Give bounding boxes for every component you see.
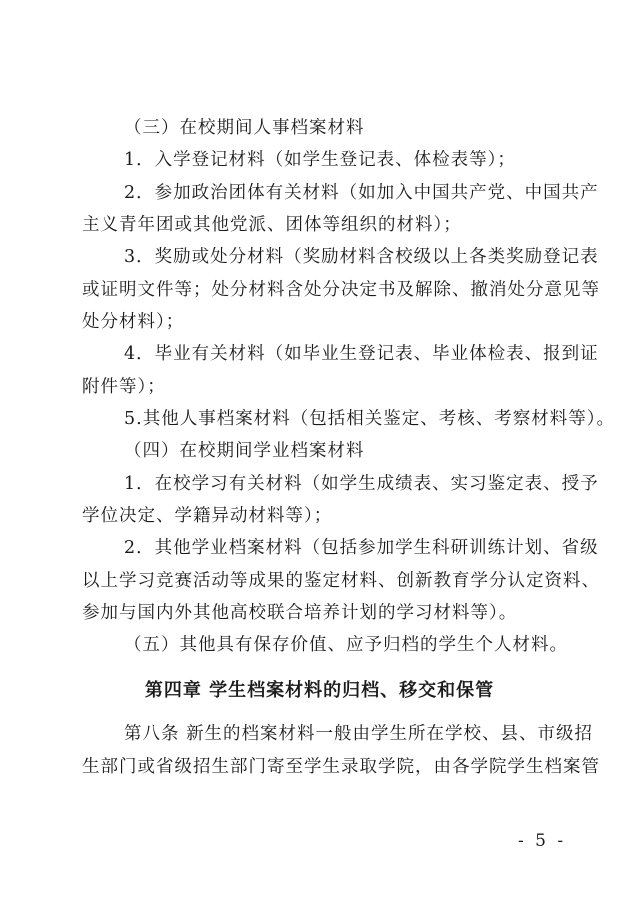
paragraph-line: 学位决定、学籍异动材料等）；: [82, 506, 333, 526]
paragraph-line: 3．奖励或处分材料（奖励材料含校级以上各类奖励登记表: [124, 247, 599, 267]
paragraph-line: 1．在校学习有关材料（如学生成绩表、实习鉴定表、授予: [124, 474, 599, 494]
paragraph-line: 4．毕业有关材料（如毕业生登记表、毕业体检表、报到证: [124, 344, 599, 364]
page-number: - 5 -: [518, 831, 567, 851]
paragraph-line: 2．其他学业档案材料（包括参加学生科研训练计划、省级: [124, 538, 599, 558]
paragraph-line: 处分材料）；: [82, 312, 185, 332]
paragraph-line: 附件等）；: [82, 377, 166, 397]
paragraph-line: 参加与国内外其他高校联合培养计划的学习材料等）。: [82, 603, 518, 623]
article-eight-line: 生部门或省级招生部门寄至学生录取学院，由各学院学生档案管: [82, 757, 600, 777]
paragraph-line: 主义青年团或其他党派、团体等组织的材料）；: [82, 215, 462, 235]
paragraph-line: 2．参加政治团体有关材料（如加入中国共产党、中国共产: [124, 183, 599, 203]
paragraph-line: 或证明文件等；处分材料含处分决定书及解除、撤消处分意见等: [82, 280, 600, 300]
paragraph-line: 5.其他人事档案材料（包括相关鉴定、考核、考察材料等）。: [124, 409, 615, 429]
chapter-heading: 第四章 学生档案材料的归档、移交和保管: [144, 680, 495, 701]
article-eight-line: 第八条 新生的档案材料一般由学生所在学校、县、市级招: [124, 724, 594, 744]
section-three-heading: （三）在校期间人事档案材料: [124, 118, 365, 138]
paragraph-line: 1．入学登记材料（如学生登记表、体检表等）；: [124, 150, 516, 170]
paragraph-line: 以上学习竞赛活动等成果的鉴定材料、创新教育学分认定资料、: [82, 571, 600, 591]
section-four-heading: （四）在校期间学业档案材料: [124, 441, 365, 461]
section-five-heading: （五）其他具有保存价值、应予归档的学生个人材料。: [124, 635, 568, 655]
